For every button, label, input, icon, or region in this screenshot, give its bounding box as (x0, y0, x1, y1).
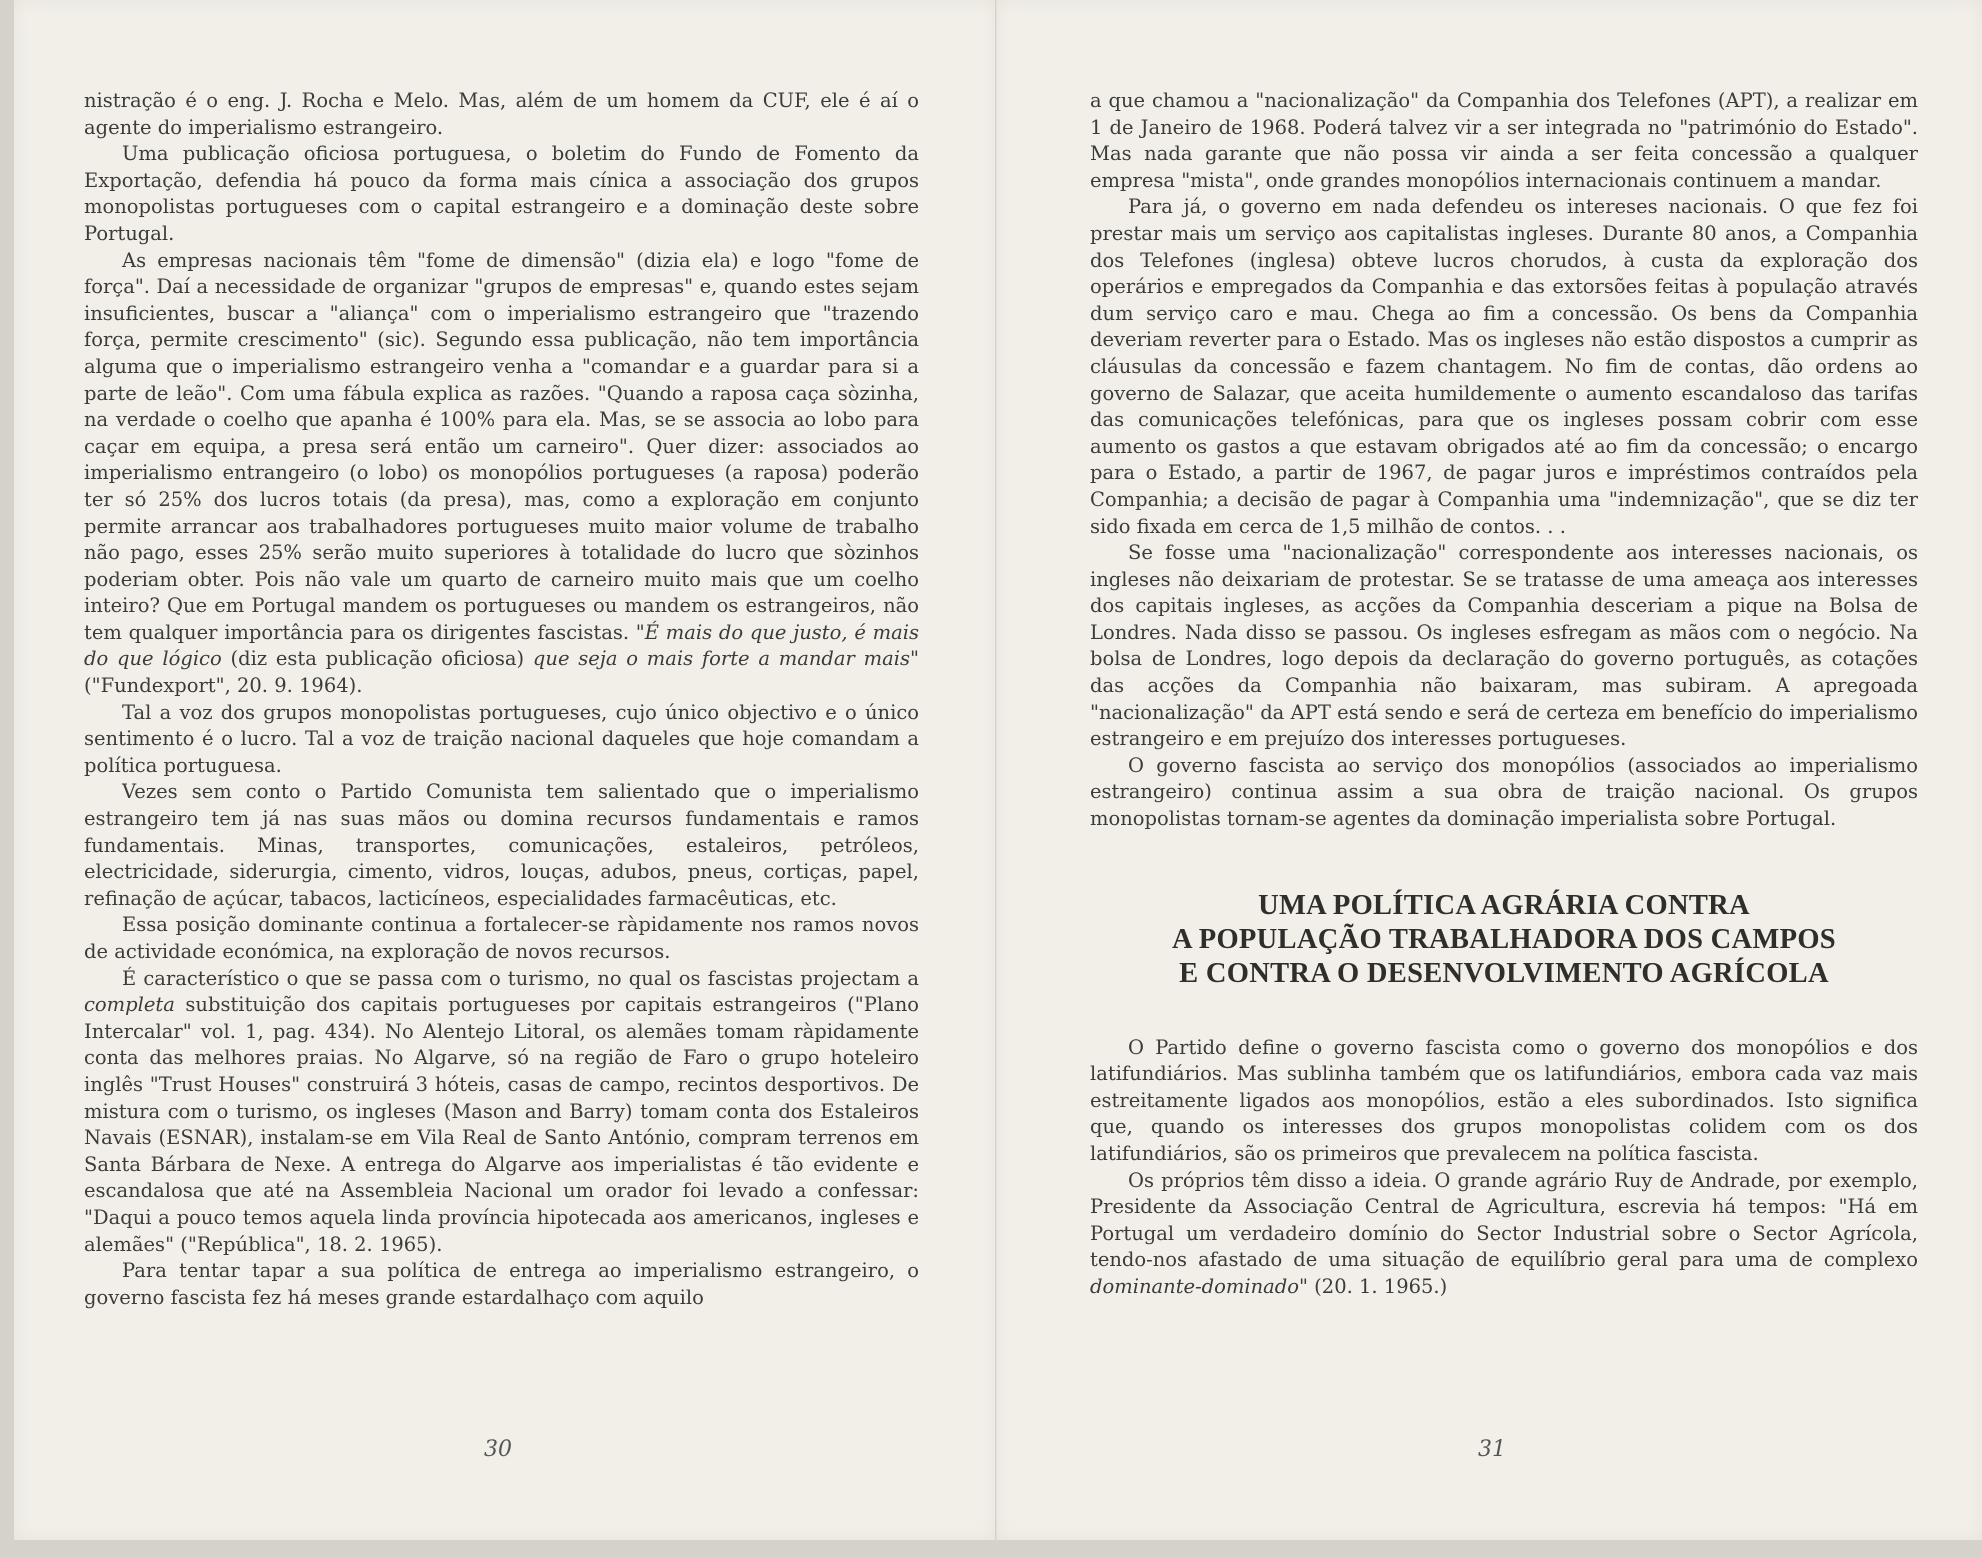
paragraph (84, 248, 919, 700)
page-number: 31 (1478, 1437, 1506, 1462)
right-page-body (1090, 88, 1918, 1301)
paragraph: nistração é o eng. J. Rocha e Melo. Mas, além de um homem da CUF, ele é aí o agente do imperialismo estrangeiro. (84, 89, 919, 139)
paragraph: O governo fascista ao serviço dos monopólios (associados ao imperialismo estrangeiro) continua assim a sua obra de traição nacional. Os grupos monopolistas tornam-se agentes da dominação imperialista sobre Portugal. (1090, 753, 1918, 831)
paragraph: Uma publicação oficiosa portuguesa, o boletim do Fundo de Fomento da Exportação, defendia há pouco da forma mais cínica a associação dos grupos monopolistas portugueses com o capital estrangeiro e a dominação deste sobre Portugal. (84, 142, 919, 245)
paragraph: a que chamou a "nacionalização" da Companhia dos Telefones (APT), a realizar em 1 de Janeiro de 1968. Poderá talvez vir a ser integrada no "património do Estado". Mas nada garante que não possa vir ainda a ser feita concessão a qualquer empresa "mista", onde grandes monopólios internacionais continuem a mandar. (1090, 89, 1918, 192)
italic-term: dominante-dominado (1090, 1274, 1300, 1298)
heading-line: A POPULAÇÃO TRABALHADORA DOS CAMPOS (1172, 923, 1836, 955)
italic-quote: "É mais do que justo, é mais do que lógico (84, 620, 919, 671)
italic-quote: que seja o mais forte a mandar mais (532, 647, 910, 671)
citation: " ("Fundexport", 20. 9. 1964). (84, 647, 919, 698)
paragraph (84, 966, 919, 1259)
right-page (997, 0, 1982, 1540)
heading-line: UMA POLÍTICA AGRÁRIA CONTRA (1258, 889, 1750, 921)
paragraph: Para tentar tapar a sua política de entrega ao imperialismo estrangeiro, o governo fascista fez há meses grande estardalhaço com aquilo (84, 1259, 919, 1309)
paragraph-text: Os próprios têm disso a ideia. O grande agrário Ruy de Andrade, por exemplo, Presidente da Associação Central de Agricultura, escrevia há tempos: "Há em Portugal um verdadeiro domínio do Sector Industrial sobre o Sector Agrícola, tendo-nos afastado de uma situação de equilíbrio geral para uma de complexo (1090, 1168, 1918, 1272)
heading-line: E CONTRA O DESENVOLVIMENTO AGRÍCOLA (1179, 957, 1829, 989)
paragraph: O Partido define o governo fascista como o governo dos monopólios e dos latifundiários. Mas sublinha também que os latifundiários, embora cada vaz mais estreitamente ligados aos monopólios, estão a eles subordinados. Isto significa que, quando os interesses dos grupos monopolistas colidem com os dos latifundiários, são os primeiros que prevalecem na política fascista. (1090, 1035, 1918, 1165)
paragraph-text: As empresas nacionais têm "fome de dimensão" (dizia ela) e logo "fome de força". Daí a necessidade de organizar "grupos de empresas" e, quando estes sejam insuficientes, buscar a "aliança" com o imperialismo estrangeiro que "trazendo força, permite crescimento" (sic). Segundo essa publicação, não tem importância alguma que o imperialismo estrangeiro venha a "comandar e a guardar para si a parte de leão". Com uma fábula explica as razões. "Quando a raposa caça sòzinha, na verdade o coelho que apanha é 100% para ela. Mas, se se associa ao lobo para caçar em equipa, a presa será então um carneiro". Quer dizer: associados ao imperialismo entrangeiro (o lobo) os monopólios portugueses (a raposa) poderão ter só 25% dos lucros totais (da presa), mas, como a exploração em conjunto permite arrancar aos trabalhadores portugueses muito maior volume de trabalho não pago, esses 25% serão muito superiores à totalidade do lucro que sòzinhos poderiam obter. Pois não vale um quarto de carneiro muito mais que um coelho inteiro? Que em Portugal mandem os portugueses ou mandem os estrangeiros, não tem qualquer importância para os dirigentes fascistas. (84, 248, 919, 644)
citation: " (20. 1. 1965.) (1299, 1274, 1448, 1298)
paragraph-text: É característico o que se passa com o turismo, no qual os fascistas projectam a (122, 966, 919, 990)
paragraph: Vezes sem conto o Partido Comunista tem salientado que o imperialismo estrangeiro tem já nas suas mãos ou domina recursos fundamentais e ramos fundamentais. Minas, transportes, comunicações, estaleiros, petróleos, electricidade, siderurgia, cimento, vidros, louças, adubos, pneus, cortiças, papel, refinação de açúcar, tabacos, lacticíneos, especialidades farmacêuticas, etc. (84, 780, 919, 910)
paragraph: Se fosse uma "nacionalização" correspondente aos interesses nacionais, os ingleses não deixariam de protestar. Se se tratasse de uma ameaça aos interesses dos capitais ingleses, as acções da Companhia desceriam a pique na Bolsa de Londres. Nada disso se passou. Os ingleses esfregam as mãos com o negócio. Na bolsa de Londres, logo depois da declaração do governo português, as cotações das acções da Companhia não baixaram, mas subiram. A apregoada "nacionalização" da APT está sendo e será de certeza em benefício do imperialismo estrangeiro e em prejuízo dos interesses portugueses. (1090, 541, 1918, 751)
paragraph-text: substituição dos capitais portugueses por capitais estrangeiros ("Plano Intercalar" vol. 1, pag. 434). No Alentejo Litoral, os alemães tomam ràpidamente conta das melhores praias. No Algarve, só na região de Faro o grupo hoteleiro inglês "Trust Houses" construirá 3 hóteis, casas de campo, recintos desportivos. De mistura com o turismo, os ingleses (Mason and Barry) tomam conta dos Estaleiros Navais (ESNAR), instalam-se em Vila Real de Santo António, compram terrenos em Santa Bárbara de Nexe. A entrega do Algarve aos imperialistas é tão evidente e escandalosa que até na Assembleia Nacional um orador foi levado a confessar: "Daqui a pouco temos aquela linda província hipotecada aos americanos, ingleses e alemães" ("República", 18. 2. 1965). (84, 993, 919, 1256)
paragraph (1090, 1168, 1918, 1301)
section-heading (1090, 889, 1918, 991)
paragraph: Essa posição dominante continua a fortalecer-se ràpidamente nos ramos novos de actividade económica, na exploração de novos recursos. (84, 913, 919, 963)
page-number: 30 (484, 1437, 512, 1462)
paragraph: Tal a voz dos grupos monopolistas portugueses, cujo único objectivo e o único sentimento é o lucro. Tal a voz de traição nacional daqueles que hoje comandam a política portuguesa. (84, 700, 919, 777)
quote-middle: (diz esta publicação oficiosa) (221, 647, 533, 671)
paragraph: Para já, o governo em nada defendeu os intereses nacionais. O que fez foi prestar mais um serviço aos capitalistas ingleses. Durante 80 anos, a Companhia dos Telefones (inglesa) obteve lucros chorudos, à custa da exploração dos operários e empregados da Companhia e das extorsões feitas à população através dum serviço caro e mau. Chega ao fim a concessão. Os bens da Companhia deveriam reverter para o Estado. Mas os ingleses não estão dispostos a cumprir as cláusulas da concessão e fazem chantagem. No fim de contas, dão ordens ao governo de Salazar, que aceita humildemente o aumento escandaloso das tarifas das comunicações telefónicas, para que os ingleses possam cobrir com esse aumento os gastos a que estavam obrigados até ao fim da concessão; o encargo para o Estado, a partir de 1967, de pagar juros e impréstimos contraídos pela Companhia; a decisão de pagar à Companhia uma "indemnização", que se diz ter sido fixada em cerca de 1,5 milhão de contos. . . (1090, 195, 1918, 538)
left-page (14, 0, 995, 1540)
italic-word: completa (84, 993, 175, 1017)
left-page-body (84, 88, 919, 1311)
